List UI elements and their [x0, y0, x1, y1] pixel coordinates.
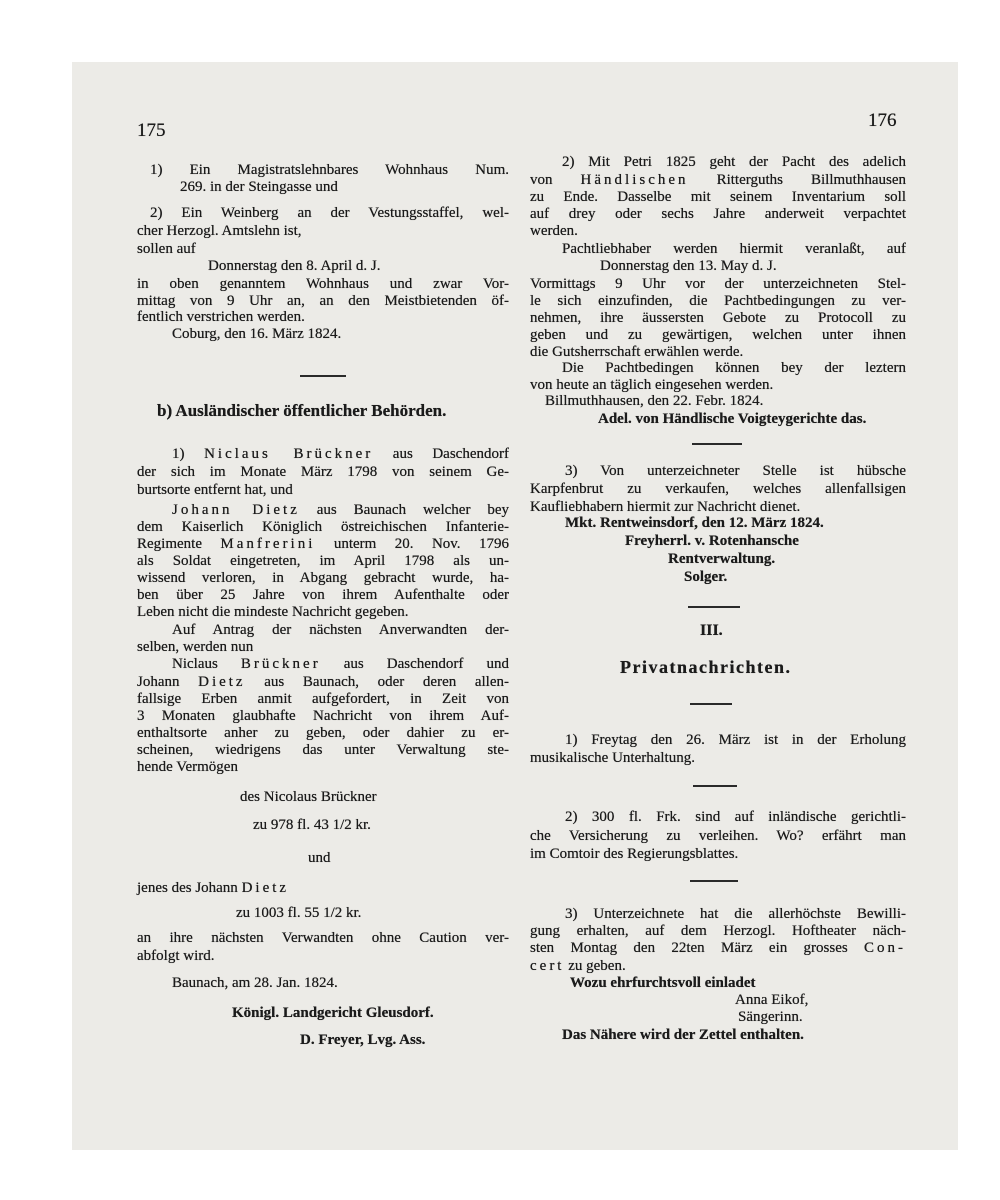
text-line: scheinen, wiedrigens das unter Verwaltung ste- [137, 742, 509, 758]
text-line: in oben genanntem Wohnhaus und zwar Vor- [137, 276, 509, 292]
text-line: 3) Unterzeichnete hat die allerhöchste Bewilli- [565, 906, 906, 922]
text-line: gung erhalten, auf dem Herzogl. Hoftheater näch- [530, 923, 906, 939]
text-segment: aus Daschendorf und [320, 656, 509, 672]
text-line: der sich im Monate März 1798 von seinem Ge- [137, 464, 509, 480]
text-line [172, 501, 509, 519]
text-segment: sten Montag den 22ten März ein grosses [530, 940, 864, 956]
signature-authority: Adel. von Händlische Voigteygerichte das. [598, 411, 867, 427]
signature-authority: Freyherrl. v. Rotenhansche [625, 533, 799, 549]
spaced-word: cert [530, 958, 565, 974]
text-line: dem Kaiserlich Königlich östreichischen Infanterie- [137, 519, 509, 535]
text-line: che Versicherung zu verleihen. Wo? erfährt man [530, 828, 906, 844]
text-line: im Comtoir des Regierungsblattes. [530, 846, 739, 862]
text-line: als Soldat eingetreten, im April 1798 als un- [137, 553, 509, 569]
text-line: 3 Monaten glaubhafte Nachricht von ihrem Auf- [137, 708, 509, 724]
spaced-name: Johann Dietz [172, 502, 300, 518]
text-segment: aus Daschendorf [373, 446, 509, 462]
text-line: Karpfenbrut zu verkaufen, welches allenfallsigen [530, 481, 906, 497]
section-number: III. [700, 622, 723, 639]
text-line: geben und zu gewärtigen, welchen unter ihnen [530, 327, 906, 343]
text-line: Leben nicht die mindeste Nachricht gegeben. [137, 604, 409, 620]
signature-title: Sängerinn. [738, 1009, 803, 1025]
text-line: ben über 25 Jahre von ihrem Aufenthalte oder [137, 587, 509, 603]
spaced-name: Dietz [198, 674, 246, 690]
signature-name: Solger. [684, 569, 728, 585]
text-line: sollen auf [137, 241, 196, 257]
text-segment: Niclaus [172, 656, 241, 672]
place-date: Billmuthhausen, den 22. Febr. 1824. [545, 393, 764, 409]
text-line: Auf Antrag der nächsten Anverwandten der- [172, 622, 509, 638]
text-line: fentlich verstrichen werden. [137, 309, 305, 325]
text-line [137, 879, 289, 897]
text-line: fallsige Erben anmit aufgefordert, in Zeit von [137, 691, 509, 707]
place-date: Baunach, am 28. Jan. 1824. [172, 975, 338, 991]
text-line: Vormittags 9 Uhr vor der unterzeichneten Stel- [530, 276, 906, 292]
divider [688, 606, 740, 608]
divider [693, 785, 737, 787]
text-line: mittag von 9 Uhr an, an den Meistbietenden öf- [137, 293, 509, 309]
text-line: 2) Mit Petri 1825 geht der Pacht des adelich [562, 154, 906, 170]
text-line: selben, werden nun [137, 639, 254, 655]
amount: zu 1003 fl. 55 1/2 kr. [236, 905, 362, 921]
divider [300, 375, 346, 377]
spaced-name: Niclaus Brückner [204, 446, 374, 462]
divider [692, 443, 742, 445]
text-line [172, 445, 509, 463]
text-line: Kaufliebhabern hiermit zur Nachricht dienet. [530, 499, 801, 515]
text-line: musikalische Unterhaltung. [530, 750, 695, 766]
text-line: zu Ende. Dasselbe mit seinem Inventarium soll [530, 189, 906, 205]
divider [690, 703, 732, 705]
signature-name: D. Freyer, Lvg. Ass. [300, 1032, 426, 1048]
text-line [530, 957, 626, 975]
text-line: abfolgt wird. [137, 948, 215, 964]
text-line: 269. in der Steingasse und [180, 179, 338, 195]
text-line [530, 171, 906, 189]
text-line: Die Pachtbedingen können bey der leztern [562, 360, 906, 376]
spaced-name: Händlischen [580, 172, 689, 188]
auction-date: Donnerstag den 8. April d. J. [208, 258, 381, 274]
text-line: Pachtliebhaber werden hiermit veranlaßt, auf [562, 241, 906, 257]
place-date: Coburg, den 16. März 1824. [172, 326, 342, 342]
text-segment: aus Baunach welcher bey [299, 502, 509, 518]
section-heading: b) Ausländischer öffentlicher Behörden. [157, 401, 447, 420]
text-segment: jenes des Johann [137, 880, 242, 896]
text-line: Wozu ehrfurchtsvoll einladet [570, 975, 756, 991]
text-line [137, 535, 509, 553]
page-number-left: 175 [137, 120, 166, 141]
text-segment: zu geben. [564, 958, 626, 974]
text-segment: von [530, 172, 581, 188]
text-line: Das Nähere wird der Zettel enthalten. [562, 1027, 804, 1043]
text-line: an ihre nächsten Verwandten ohne Caution ver- [137, 930, 509, 946]
text-line: 2) Ein Weinberg an der Vestungsstaffel, wel- [150, 205, 509, 221]
spaced-name: Dietz [241, 880, 290, 896]
text-segment: Regimente [137, 536, 221, 552]
text-line: auf drey oder sechs Jahre anderweit verpachtet [530, 206, 906, 222]
text-line: werden. [530, 223, 578, 239]
text-line: 2) 300 fl. Frk. sind auf inländische gerichtli- [565, 809, 906, 825]
text-line: 1) Freytag den 26. März ist in der Erholung [565, 732, 906, 748]
signature-name: Anna Eikof, [735, 992, 809, 1008]
text-line [530, 939, 906, 957]
text-segment: 1) [172, 446, 205, 462]
text-line: die Gutsherrschaft erwählen werde. [530, 344, 744, 360]
signature-authority: Königl. Landgericht Gleusdorf. [232, 1005, 434, 1021]
text-line: wissend verloren, in Abgang gebracht wurde, ha- [137, 570, 509, 586]
text-segment: Ritterguths Billmuthhausen [688, 172, 906, 188]
spaced-word: Con- [864, 940, 906, 956]
spaced-name: Manfrerini [220, 536, 316, 552]
text-line [137, 673, 509, 691]
text-line: nehmen, ihre äussersten Gebote zu Protocoll zu [530, 310, 906, 326]
text-line: le sich einzufinden, die Pachtbedingungen zu ver- [530, 293, 906, 309]
text-line: des Nicolaus Brückner [240, 789, 377, 805]
divider [690, 880, 738, 882]
amount: zu 978 fl. 43 1/2 kr. [253, 817, 371, 833]
page-number-right: 176 [868, 110, 897, 131]
text-line: hende Vermögen [137, 759, 238, 775]
section-title: Privatnachrichten. [620, 657, 792, 677]
text-line [172, 655, 509, 673]
text-segment: unterm 20. Nov. 1796 [315, 536, 509, 552]
lease-date: Donnerstag den 13. May d. J. [600, 258, 777, 274]
signature-authority: Rentverwaltung. [668, 551, 776, 567]
place-date: Mkt. Rentweinsdorf, den 12. März 1824. [565, 515, 824, 531]
spaced-name: Brückner [240, 656, 321, 672]
text-line: 1) Ein Magistratslehnbares Wohnhaus Num. [150, 162, 509, 178]
text-line: enthaltsorte anher zu geben, oder dahier zu er- [137, 725, 509, 741]
text-line: 3) Von unterzeichneter Stelle ist hübsche [565, 463, 906, 479]
text-segment: aus Baunach, oder deren allen- [245, 674, 509, 690]
text-line: cher Herzogl. Amtslehn ist, [137, 223, 302, 239]
text-segment: Johann [137, 674, 199, 690]
text-line: und [308, 850, 331, 866]
text-line: burtsorte entfernt hat, und [137, 482, 293, 498]
text-line: von heute an täglich eingesehen werden. [530, 377, 774, 393]
